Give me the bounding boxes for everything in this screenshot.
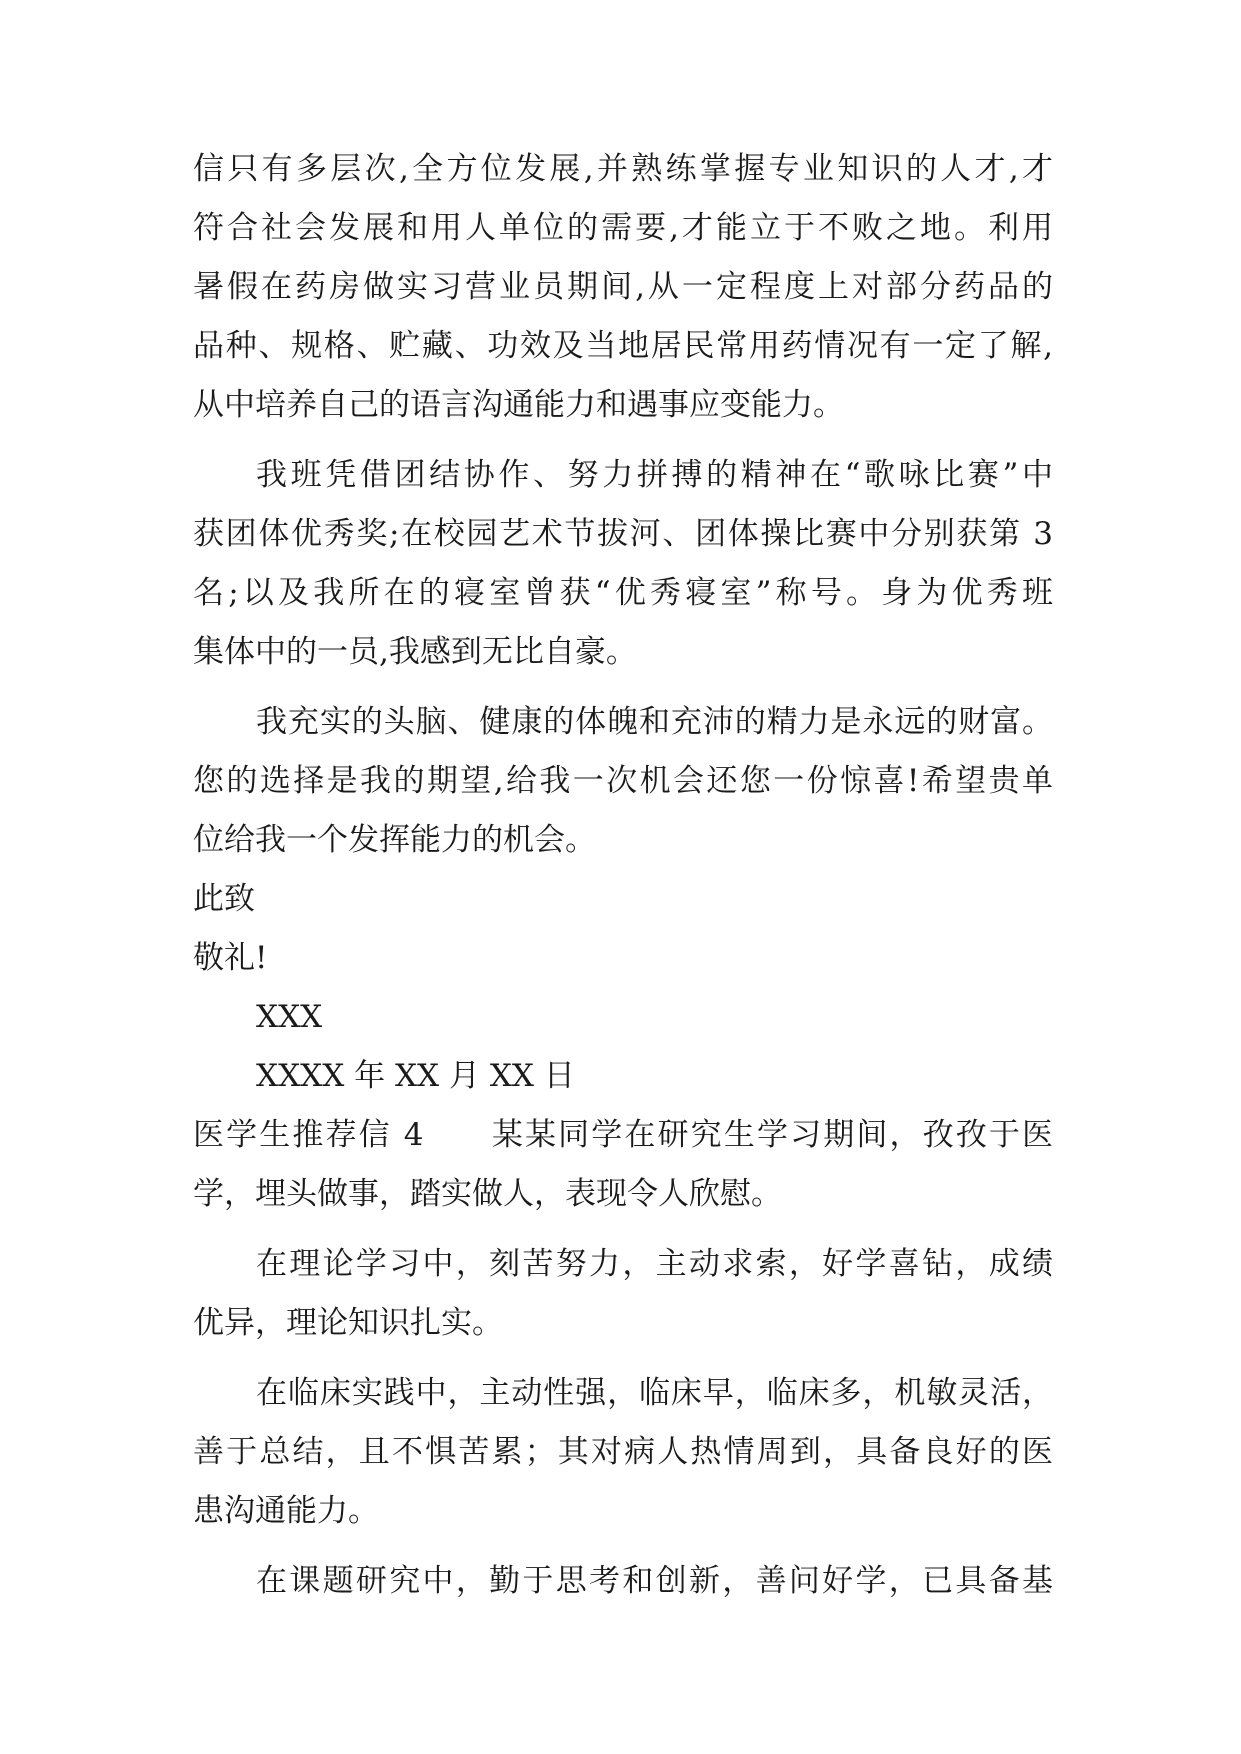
text-line: 优异，理论知识扎实。: [193, 1305, 503, 1341]
section-heading-line: 医学生推荐信 4 某某同学在研究生学习期间，孜孜于医: [193, 1117, 1053, 1153]
text-line: 名;以及我所在的寝室曾获“优秀寝室”称号。身为优秀班: [193, 575, 1053, 611]
paragraph-first-line: 我充实的头脑、健康的体魄和充沛的精力是永远的财富。: [256, 704, 1053, 740]
signature-name: XXX: [256, 999, 323, 1035]
text-line: 位给我一个发挥能力的机会。: [193, 822, 596, 858]
text-line: 学，埋头做事，踏实做人，表现令人欣慰。: [193, 1176, 782, 1212]
text-line: 从中培养自己的语言沟通能力和遇事应变能力。: [193, 387, 844, 423]
paragraph-first-line: 在临床实践中，主动性强，临床早，临床多，机敏灵活，: [256, 1375, 1053, 1411]
text-line: 集体中的一员,我感到无比自豪。: [193, 634, 637, 670]
signature-date: XXXX 年 XX 月 XX 日: [256, 1058, 575, 1094]
text-line: 信只有多层次,全方位发展,并熟练掌握专业知识的人才,才: [193, 151, 1053, 187]
text-line: 获团体优秀奖;在校园艺术节拔河、团体操比赛中分别获第 3: [193, 516, 1053, 552]
paragraph-first-line: 在课题研究中，勤于思考和创新，善问好学，已具备基: [256, 1563, 1053, 1599]
text-line: 符合社会发展和用人单位的需要,才能立于不败之地。利用: [193, 210, 1053, 246]
closing-salutation: 此致: [193, 881, 255, 917]
text-line: 善于总结，且不惧苦累；其对病人热情周到，具备良好的医: [193, 1434, 1053, 1470]
paragraph-first-line: 在理论学习中，刻苦努力，主动求索，好学喜钻，成绩: [256, 1246, 1053, 1282]
text-line: 患沟通能力。: [193, 1493, 379, 1529]
paragraph-first-line: 我班凭借团结协作、努力拼搏的精神在“歌咏比赛”中: [256, 457, 1053, 493]
text-line: 暑假在药房做实习营业员期间,从一定程度上对部分药品的: [193, 269, 1053, 305]
closing-regards: 敬礼!: [193, 940, 268, 976]
text-line: 您的选择是我的期望,给我一次机会还您一份惊喜!希望贵单: [193, 763, 1053, 799]
text-line: 品种、规格、贮藏、功效及当地居民常用药情况有一定了解,: [193, 328, 1053, 364]
